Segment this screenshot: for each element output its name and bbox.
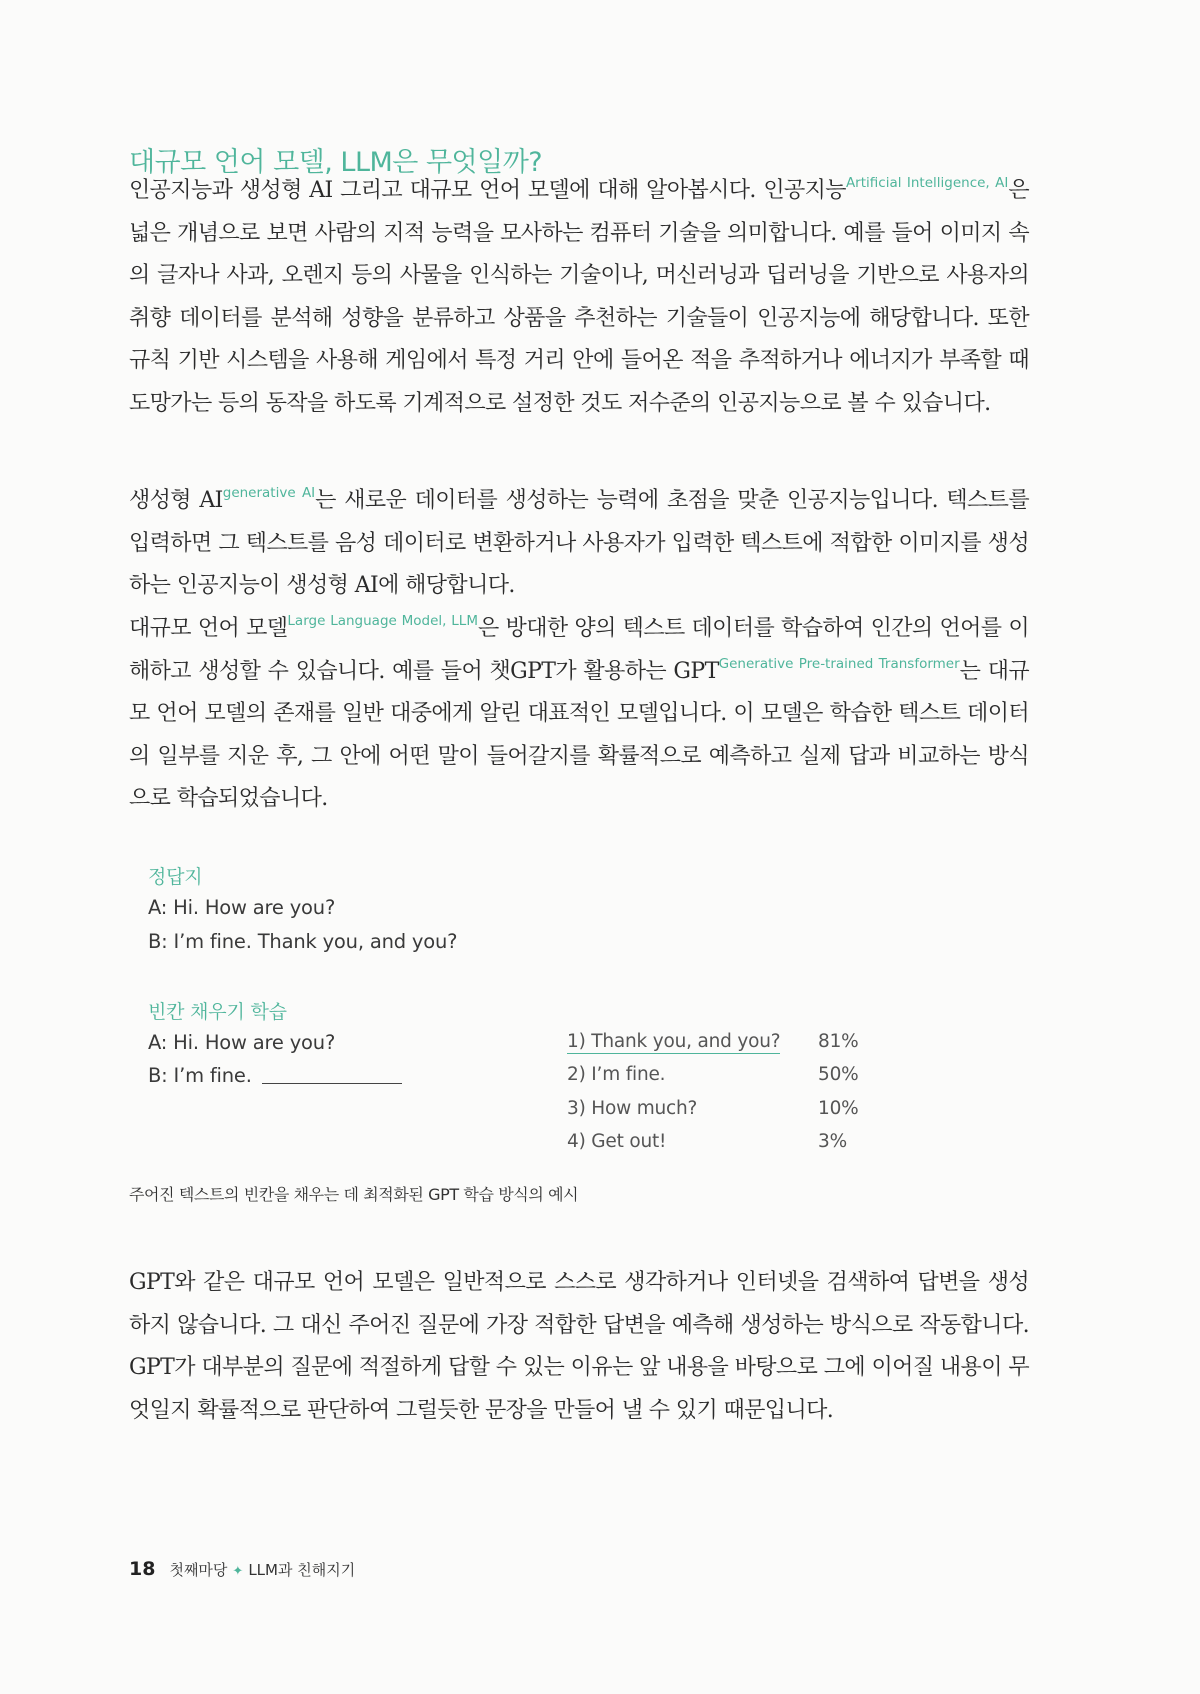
section-title: 대규모 언어 모델, LLM은 무엇일까? [129, 147, 543, 178]
candidate-probability: 3% [818, 1131, 847, 1152]
gloss-gpt: Generative Pre-trained Transformer [718, 655, 960, 672]
page-number: 18 [129, 1558, 156, 1580]
fill-line: A: Hi. How are you? [148, 1031, 336, 1054]
fill-blank-title: 빈칸 채우기 학습 [148, 1001, 287, 1023]
sparkle-icon: ✦ [232, 1564, 244, 1579]
answer-sheet-title: 정답지 [148, 866, 203, 888]
paragraph-llm [129, 608, 1029, 821]
candidate-answer [567, 1031, 780, 1052]
paragraph-text: 인공지능과 생성형 AI 그리고 대규모 언어 모델에 대해 알아봅시다. 인공지능 [129, 178, 846, 203]
paragraph-text: 대규모 언어 모델 [129, 616, 288, 641]
page-footer [129, 1558, 355, 1580]
chapter-label: LLM과 친해지기 [248, 1561, 356, 1579]
candidate-answer: 3) How much? [567, 1098, 698, 1119]
blank-line [262, 1082, 402, 1084]
paragraph-text: 는 대규모 언어 모델의 존재를 일반 대중에게 알린 대표적인 모델입니다. 이 모델은 학습한 텍스트 데이터의 일부를 지운 후, 그 안에 어떤 말이 들어갈지를 확률적으로 예측하고 실제 답과 비교하는 방식으로 학습되었습니다. [129, 658, 1029, 811]
candidate-probability: 50% [818, 1064, 859, 1085]
paragraph-text: 는 새로운 데이터를 생성하는 능력에 초점을 맞춘 인공지능입니다. 텍스트를 입력하면 그 텍스트를 음성 데이터로 변환하거나 사용자가 입력한 텍스트에 적합한 이미지를 생성하는 인공지능이 생성형 AI에 해당합니다. [129, 488, 1029, 598]
answer-line: A: Hi. How are you? [148, 896, 336, 919]
candidate-probability: 81% [818, 1031, 859, 1052]
gloss-artificial-intelligence: Artificial Intelligence, AI [845, 175, 1009, 191]
candidate-answer: 2) I’m fine. [567, 1064, 666, 1085]
candidate-text: 1) Thank you, and you? [567, 1031, 781, 1052]
answer-line: B: I’m fine. Thank you, and you? [148, 930, 458, 953]
part-label: 첫째마당 [169, 1561, 228, 1579]
candidate-probability: 10% [818, 1098, 859, 1119]
gloss-large-language-model: Large Language Model, LLM [287, 613, 478, 629]
paragraph-ai-definition [129, 170, 1029, 425]
paragraph-text: 생성형 AI [129, 488, 223, 513]
paragraph-gpt-behavior: GPT와 같은 대규모 언어 모델은 일반적으로 스스로 생각하거나 인터넷을 검색하여 답변을 생성하지 않습니다. 그 대신 주어진 질문에 가장 적합한 답변을 예측해 생성하는 방식으로 작동합니다. GPT가 대부분의 질문에 적절하게 답할 수 있는 이유는 앞 내용을 바탕으로 그에 이어질 내용이 무엇일지 확률적으로 판단하여 그럴듯한 문장을 만들어 낼 수 있기 때문입니다. [129, 1270, 1029, 1423]
candidate-answer: 4) Get out! [567, 1131, 667, 1152]
fill-line-with-blank [148, 1064, 402, 1087]
paragraph-text: 은 넓은 개념으로 보면 사람의 지적 능력을 모사하는 컴퓨터 기술을 의미합니다. 예를 들어 이미지 속의 글자나 사과, 오렌지 등의 사물을 인식하는 기술이나, 머신러닝과 딥러닝을 기반으로 사용자의 취향 데이터를 분석해 성향을 분류하고 상품을 추천하는 기술들이 인공지능에 해당합니다. 또한 규칙 기반 시스템을 사용해 게임에서 특정 거리 안에 들어온 적을 추적하거나 에너지가 부족할 때 도망가는 등의 동작을 하도록 기계적으로 설정한 것도 저수준의 인공지능으로 볼 수 있습니다. [129, 178, 1029, 416]
figure-caption: 주어진 텍스트의 빈칸을 채우는 데 최적화된 GPT 학습 방식의 예시 [129, 1185, 579, 1204]
gloss-generative-ai: generative AI [222, 485, 316, 501]
fill-line: B: I’m fine. [148, 1064, 252, 1087]
paragraph-generative-ai [129, 480, 1029, 608]
paragraph-text: 은 방대한 양의 텍스트 데이터를 학습하여 인간의 언어를 이해하고 생성할 수 있습니다. 예를 들어 챗GPT가 활용하는 GPT [129, 616, 1029, 684]
